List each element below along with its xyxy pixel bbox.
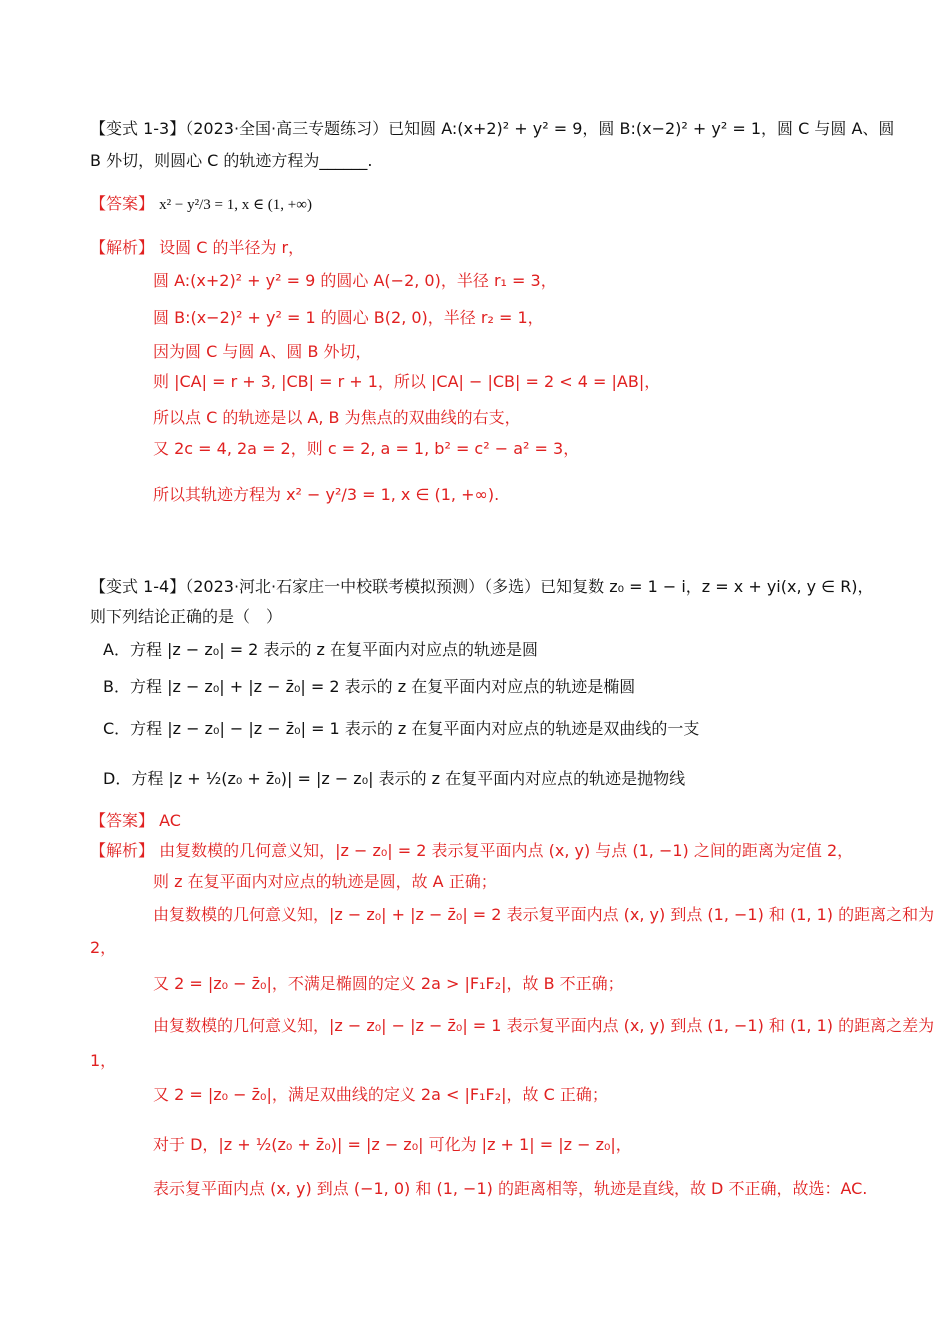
- answer-1-4: [90, 810, 181, 832]
- problem-1-3-header: 【变式 1-3】（2023·全国·高三专题练习）已知圆 A:(x+2)² + y² = 9，圆 B:(x−2)² + y² = 1，圆 C 与圆 A、圆: [90, 119, 895, 138]
- analysis-1-3-line-7: 又 2c = 4, 2a = 2，则 c = 2, a = 1, b² = c² − a² = 3，: [153, 439, 580, 458]
- option-d: D．方程 |z + ½(z₀ + z̄₀)| = |z − z₀| 表示的 z 在复平面内对应点的轨迹是抛物线: [103, 769, 686, 788]
- answer-value: AC: [159, 811, 181, 830]
- analysis-1-4-line-7: 1，: [90, 1051, 117, 1070]
- analysis-line-1: 设圆 C 的半径为 r，: [159, 238, 305, 257]
- analysis-1-3-line-5: 则 |CA| = r + 3, |CB| = r + 1，所以 |CA| − |CB| = 2 < 4 = |AB|，: [153, 372, 661, 391]
- answer-label: 【答案】: [90, 194, 155, 213]
- option-a: A．方程 |z − z₀| = 2 表示的 z 在复平面内对应点的轨迹是圆: [103, 640, 539, 659]
- problem-1-4-header-cont: 则下列结论正确的是（ ）: [90, 607, 283, 626]
- analysis-1-3-line-2: 圆 A:(x+2)² + y² = 9 的圆心 A(−2, 0)，半径 r₁ = 3，: [153, 271, 557, 290]
- problem-1-3-header-cont: B 外切，则圆心 C 的轨迹方程为______.: [90, 151, 373, 170]
- analysis-1-4-line-10: 表示复平面内点 (x, y) 到点 (−1, 0) 和 (1, −1) 的距离相等，轨迹是直线，故 D 不正确，故选：AC.: [153, 1179, 868, 1198]
- analysis-1-4-label-line: [90, 840, 853, 862]
- analysis-1-3-line-3: 圆 B:(x−2)² + y² = 1 的圆心 B(2, 0)，半径 r₂ = 1，: [153, 308, 544, 327]
- answer-1-3: [90, 193, 312, 216]
- answer-label: 【答案】: [90, 811, 155, 830]
- analysis-1-4-line-5: 又 2 = |z₀ − z̄₀|，不满足椭圆的定义 2a > |F₁F₂|，故 B 不正确；: [153, 974, 624, 993]
- analysis-1-4-line-9: 对于 D，|z + ½(z₀ + z̄₀)| = |z − z₀| 可化为 |z + 1| = |z − z₀|，: [153, 1135, 632, 1154]
- analysis-1-3-line-4: 因为圆 C 与圆 A、圆 B 外切，: [153, 342, 372, 361]
- answer-value: x² − y²/3 = 1, x ∈ (1, +∞): [159, 197, 312, 213]
- analysis-1-3-line-6: 所以点 C 的轨迹是以 A, B 为焦点的双曲线的右支，: [153, 408, 521, 427]
- analysis-1-4-line-3: 由复数模的几何意义知，|z − z₀| + |z − z̄₀| = 2 表示复平面内点 (x, y) 到点 (1, −1) 和 (1, 1) 的距离之和为: [153, 905, 935, 924]
- option-b: B．方程 |z − z₀| + |z − z̄₀| = 2 表示的 z 在复平面内对应点的轨迹是椭圆: [103, 677, 636, 696]
- analysis-1-3-label-line: [90, 237, 304, 259]
- option-c: C．方程 |z − z₀| − |z − z̄₀| = 1 表示的 z 在复平面内对应点的轨迹是双曲线的一支: [103, 719, 700, 738]
- analysis-line-1: 由复数模的几何意义知，|z − z₀| = 2 表示复平面内点 (x, y) 与点 (1, −1) 之间的距离为定值 2，: [159, 841, 854, 860]
- analysis-1-4-line-2: 则 z 在复平面内对应点的轨迹是圆，故 A 正确；: [153, 872, 497, 891]
- analysis-label: 【解析】: [90, 238, 155, 257]
- analysis-1-4-line-6: 由复数模的几何意义知，|z − z₀| − |z − z̄₀| = 1 表示复平面内点 (x, y) 到点 (1, −1) 和 (1, 1) 的距离之差为: [153, 1016, 935, 1035]
- analysis-1-4-line-4: 2，: [90, 938, 117, 957]
- analysis-label: 【解析】: [90, 841, 155, 860]
- analysis-1-4-line-8: 又 2 = |z₀ − z̄₀|，满足双曲线的定义 2a < |F₁F₂|，故 C 正确；: [153, 1085, 608, 1104]
- problem-1-4-header: 【变式 1-4】（2023·河北·石家庄一中校联考模拟预测）（多选）已知复数 z₀ = 1 − i，z = x + yi(x, y ∈ R)，: [90, 577, 874, 596]
- analysis-1-3-line-8: 所以其轨迹方程为 x² − y²/3 = 1, x ∈ (1, +∞).: [153, 485, 500, 504]
